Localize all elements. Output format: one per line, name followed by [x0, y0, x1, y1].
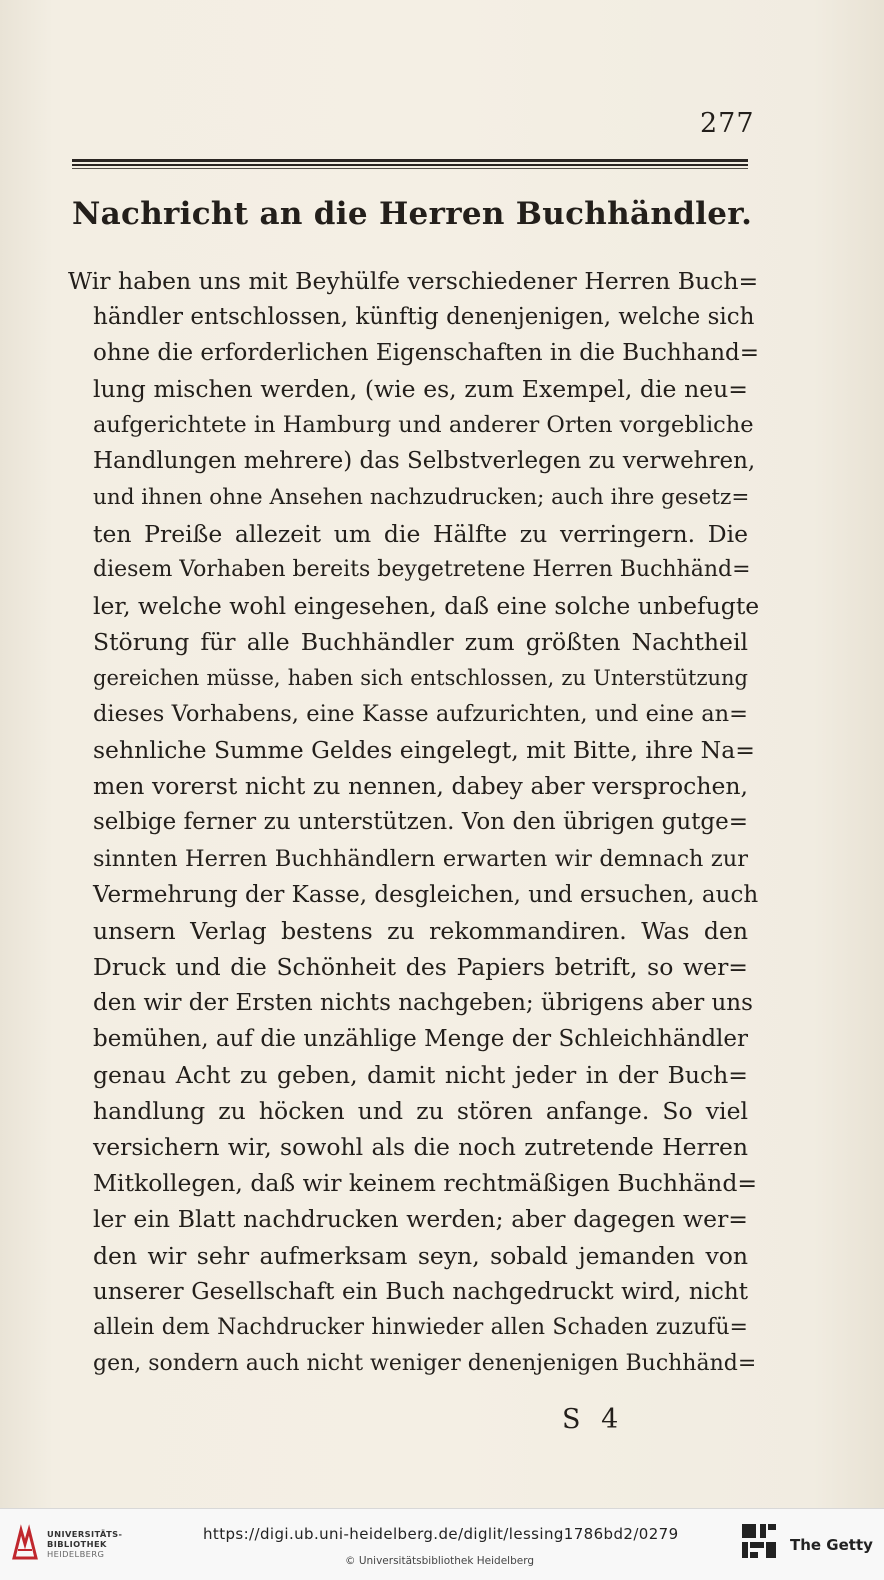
permalink[interactable]: https://digi.ub.uni-heidelberg.de/diglit/lessing1786bd2/0279	[203, 1525, 679, 1543]
copyright-notice: © Universitätsbibliothek Heidelberg	[345, 1555, 535, 1567]
text-line: aufgerichtete in Hamburg und anderer Orten vorgebliche	[93, 412, 754, 439]
partner-name: The Getty	[790, 1536, 873, 1554]
text-line: lung mischen werden, (wie es, zum Exempel, die neu=	[93, 375, 748, 404]
text-line: allein dem Nachdrucker hinwieder allen Schaden zuzufü=	[93, 1314, 748, 1340]
header-rule	[72, 159, 748, 173]
text-line: gen, sondern auch nicht weniger denenjenigen Buchhänd=	[93, 1350, 757, 1376]
text-line: Mitkollegen, daß wir keinem rechtmäßigen Buchhänd=	[93, 1169, 758, 1198]
text-line: gereichen müsse, haben sich entschlossen, zu Unterstützung	[93, 666, 748, 691]
library-name-line: UNIVERSITÄTS-	[47, 1529, 123, 1539]
text-line: men vorerst nicht zu nennen, dabey aber versprochen,	[93, 772, 748, 801]
text-line: bemühen, auf die unzählige Menge der Schleichhändler	[93, 1025, 748, 1052]
text-line: ler, welche wohl eingesehen, daß eine solche unbefugte	[93, 591, 760, 620]
library-name-line: BIBLIOTHEK	[47, 1539, 107, 1549]
rule-thick	[72, 159, 748, 162]
university-library-logo-icon	[9, 1524, 41, 1562]
getty-logo-icon	[740, 1522, 778, 1562]
text-line: handlung zu höcken und zu stören anfange. So viel	[93, 1097, 748, 1126]
text-line: selbige ferner zu unterstützen. Von den übrigen gutge=	[93, 809, 748, 836]
page-heading: Nachricht an die Herren Buchhändler.	[72, 196, 753, 232]
signature-mark: S 4	[562, 1404, 625, 1435]
text-line: sinnten Herren Buchhändlern erwarten wir demnach zur	[93, 845, 748, 872]
text-line: und ihnen ohne Ansehen nachzudrucken; auch ihre gesetz=	[93, 484, 750, 510]
text-line: Wir haben uns mit Beyhülfe verschiedener Herren Buch=	[68, 267, 759, 295]
text-line: unserer Gesellschaft ein Buch nachgedruckt wird, nicht	[93, 1278, 748, 1305]
rule-thin	[72, 168, 748, 169]
viewer-footer	[0, 1508, 884, 1580]
text-line: versichern wir, sowohl als die noch zutretende Herren	[93, 1133, 748, 1162]
text-line: Vermehrung der Kasse, desgleichen, und ersuchen, auch	[93, 881, 759, 908]
text-line: Störung für alle Buchhändler zum größten Nachtheil	[93, 627, 748, 656]
library-name-line: HEIDELBERG	[47, 1549, 105, 1559]
text-line: den wir der Ersten nichts nachgeben; übrigens aber uns	[93, 989, 753, 1016]
body-text	[68, 263, 758, 1382]
text-line: den wir sehr aufmerksam seyn, sobald jemanden von	[93, 1241, 748, 1270]
text-line: ten Preiße allezeit um die Hälfte zu verringern. Die	[93, 519, 748, 548]
text-line: Handlungen mehrere) das Selbstverlegen zu verwehren,	[93, 448, 756, 475]
text-line: diesem Vorhaben bereits beygetretene Herren Buchhänd=	[93, 556, 751, 582]
text-line: sehnliche Summe Geldes eingelegt, mit Bitte, ihre Na=	[93, 736, 755, 765]
rule-medium	[72, 164, 748, 166]
text-line: händler entschlossen, künftig denenjenigen, welche sich	[93, 304, 755, 331]
text-line: dieses Vorhabens, eine Kasse aufzurichten, und eine an=	[93, 701, 748, 728]
text-line: ohne die erforderlichen Eigenschaften in die Buchhand=	[93, 340, 760, 367]
text-line: unsern Verlag bestens zu rekommandiren. Was den	[93, 916, 748, 945]
page-number: 277	[700, 108, 755, 139]
text-line: Druck und die Schönheit des Papiers betrift, so wer=	[93, 952, 748, 981]
library-name	[47, 1529, 122, 1559]
text-line: genau Acht zu geben, damit nicht jeder in der Buch=	[93, 1061, 748, 1090]
text-line: ler ein Blatt nachdrucken werden; aber dagegen wer=	[93, 1205, 748, 1234]
